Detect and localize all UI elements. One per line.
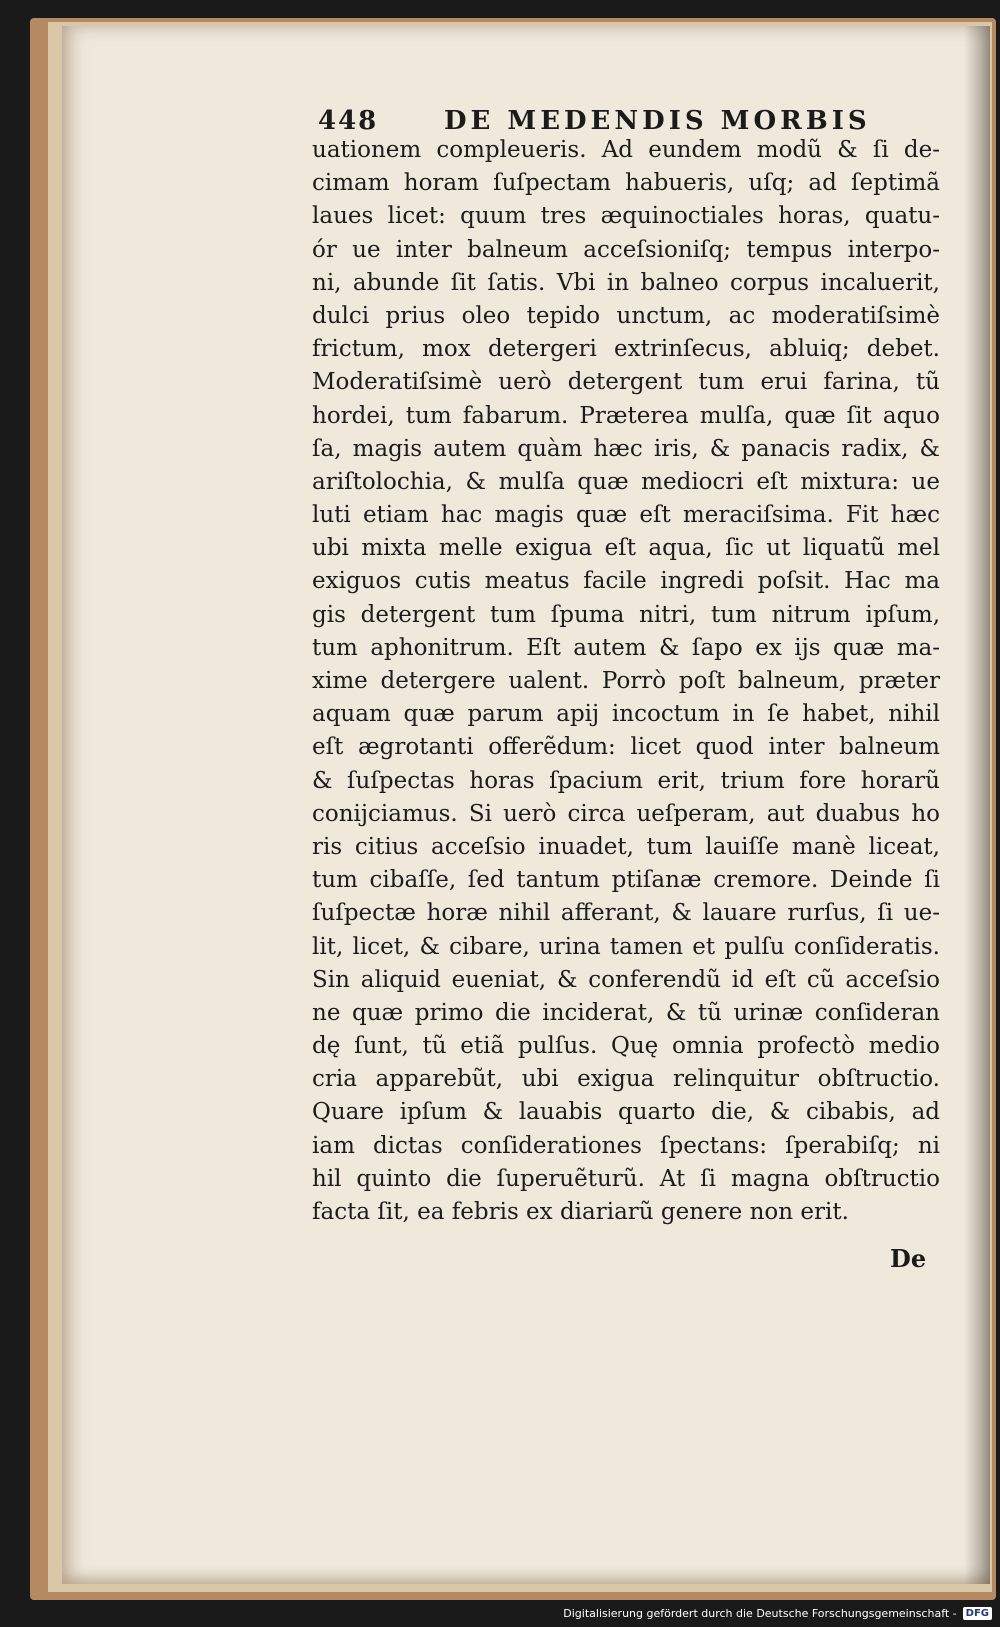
text-line: facta ſit, ea febris ex diariarũ genere non erit. [312,1199,849,1225]
text-line: luti etiam hac magis quæ eſt meraciſsima. Fit hæc [312,502,940,529]
text-line: lit, licet, & cibare, urina tamen et pulſu conſideratis. [312,933,940,960]
text-line: dulci prius oleo tepido unctum, ac moderatiſsimè [312,302,940,329]
text-line: cimam horam ſuſpectam habueris, uſq; ad ſeptimã [312,170,940,197]
catchword: De [890,1244,927,1273]
text-line: aquam quæ parum apij incoctum in ſe habet, nihil [312,701,940,728]
text-line: dę ſunt, tũ etiã pulſus. Quę omnia profectò medio [312,1033,940,1060]
text-line: Moderatiſsimè uerò detergent tum erui farina, tũ [312,369,940,396]
gutter-shadow [964,26,990,1584]
text-line: ubi mixta melle exigua eſt aqua, ſic ut liquatũ mel [312,535,940,562]
text-line: ſuſpectæ horæ nihil afferant, & lauare rurſus, ſi ue- [312,900,940,927]
text-line: ne quæ primo die inciderat, & tũ urinæ conſideran [312,999,940,1026]
funding-credit: Digitalisierung gefördert durch die Deutsche Forschungsgemeinschaft - [563,1606,957,1620]
dfg-logo: DFG [963,1607,992,1620]
text-line: hil quinto die ſuperuẽturũ. At ſi magna obſtructio [312,1165,940,1192]
text-line: xime detergere ualent. Porrò poſt balneum, præter [312,668,940,694]
text-line: ſa, magis autem quàm hæc iris, & panacis radix, & [312,435,940,462]
text-line: exiguos cutis meatus facile ingredi poſsit. Hac ma [312,568,940,595]
text-line: Sin aliquid eueniat, & conferendũ id eſt cũ acceſsio [312,966,940,993]
text-line: iam dictas conſiderationes ſpectans: ſperabiſq; ni [312,1132,940,1159]
text-line: eſt ægrotanti offerẽdum: licet quod inter balneum [312,734,940,761]
text-line: laues licet: quum tres æquinoctiales horas, quatu- [312,203,940,230]
text-line: ariſtolochia, & mulſa quæ mediocri eſt mixtura: ue [312,468,940,495]
text-line: tum aphonitrum. Eſt autem & ſapo ex ijs quæ ma- [312,634,940,661]
text-line: frictum, mox detergeri extrinſecus, abluiq; debet. [312,336,940,363]
text-line: uationem compleueris. Ad eundem modũ & ſi de- [312,137,940,163]
text-line: ni, abunde ſit ſatis. Vbi in balneo corpus incaluerit, [312,269,940,296]
page-number: 448 [318,106,379,136]
body-text [312,134,952,1229]
text-line: gis detergent tum ſpuma nitri, tum nitrum ipſum, [312,601,940,628]
text-line: & ſuſpectas horas ſpacium erit, trium fore horarũ [312,767,940,794]
text-line: ris citius acceſsio inuadet, tum lauiſſe manè liceat, [312,833,940,860]
text-line: hordei, tum fabarum. Præterea mulſa, quæ ſit aquo [312,402,940,429]
text-line: conijciamus. Si uerò circa ueſperam, aut duabus ho [312,800,940,827]
running-title: DE MEDENDIS MORBIS [444,106,871,136]
text-line: ór ue inter balneum acceſsioniſq; tempus interpo- [312,236,940,263]
text-line: tum cibaſſe, ſed tantum ptiſanæ cremore. Deinde ſi [312,867,940,894]
text-line: cria apparebũt, ubi exigua relinquitur obſtructio. [312,1066,940,1093]
digitization-footer [563,1601,992,1625]
text-line: Quare ipſum & lauabis quarto die, & cibabis, ad [312,1099,940,1126]
